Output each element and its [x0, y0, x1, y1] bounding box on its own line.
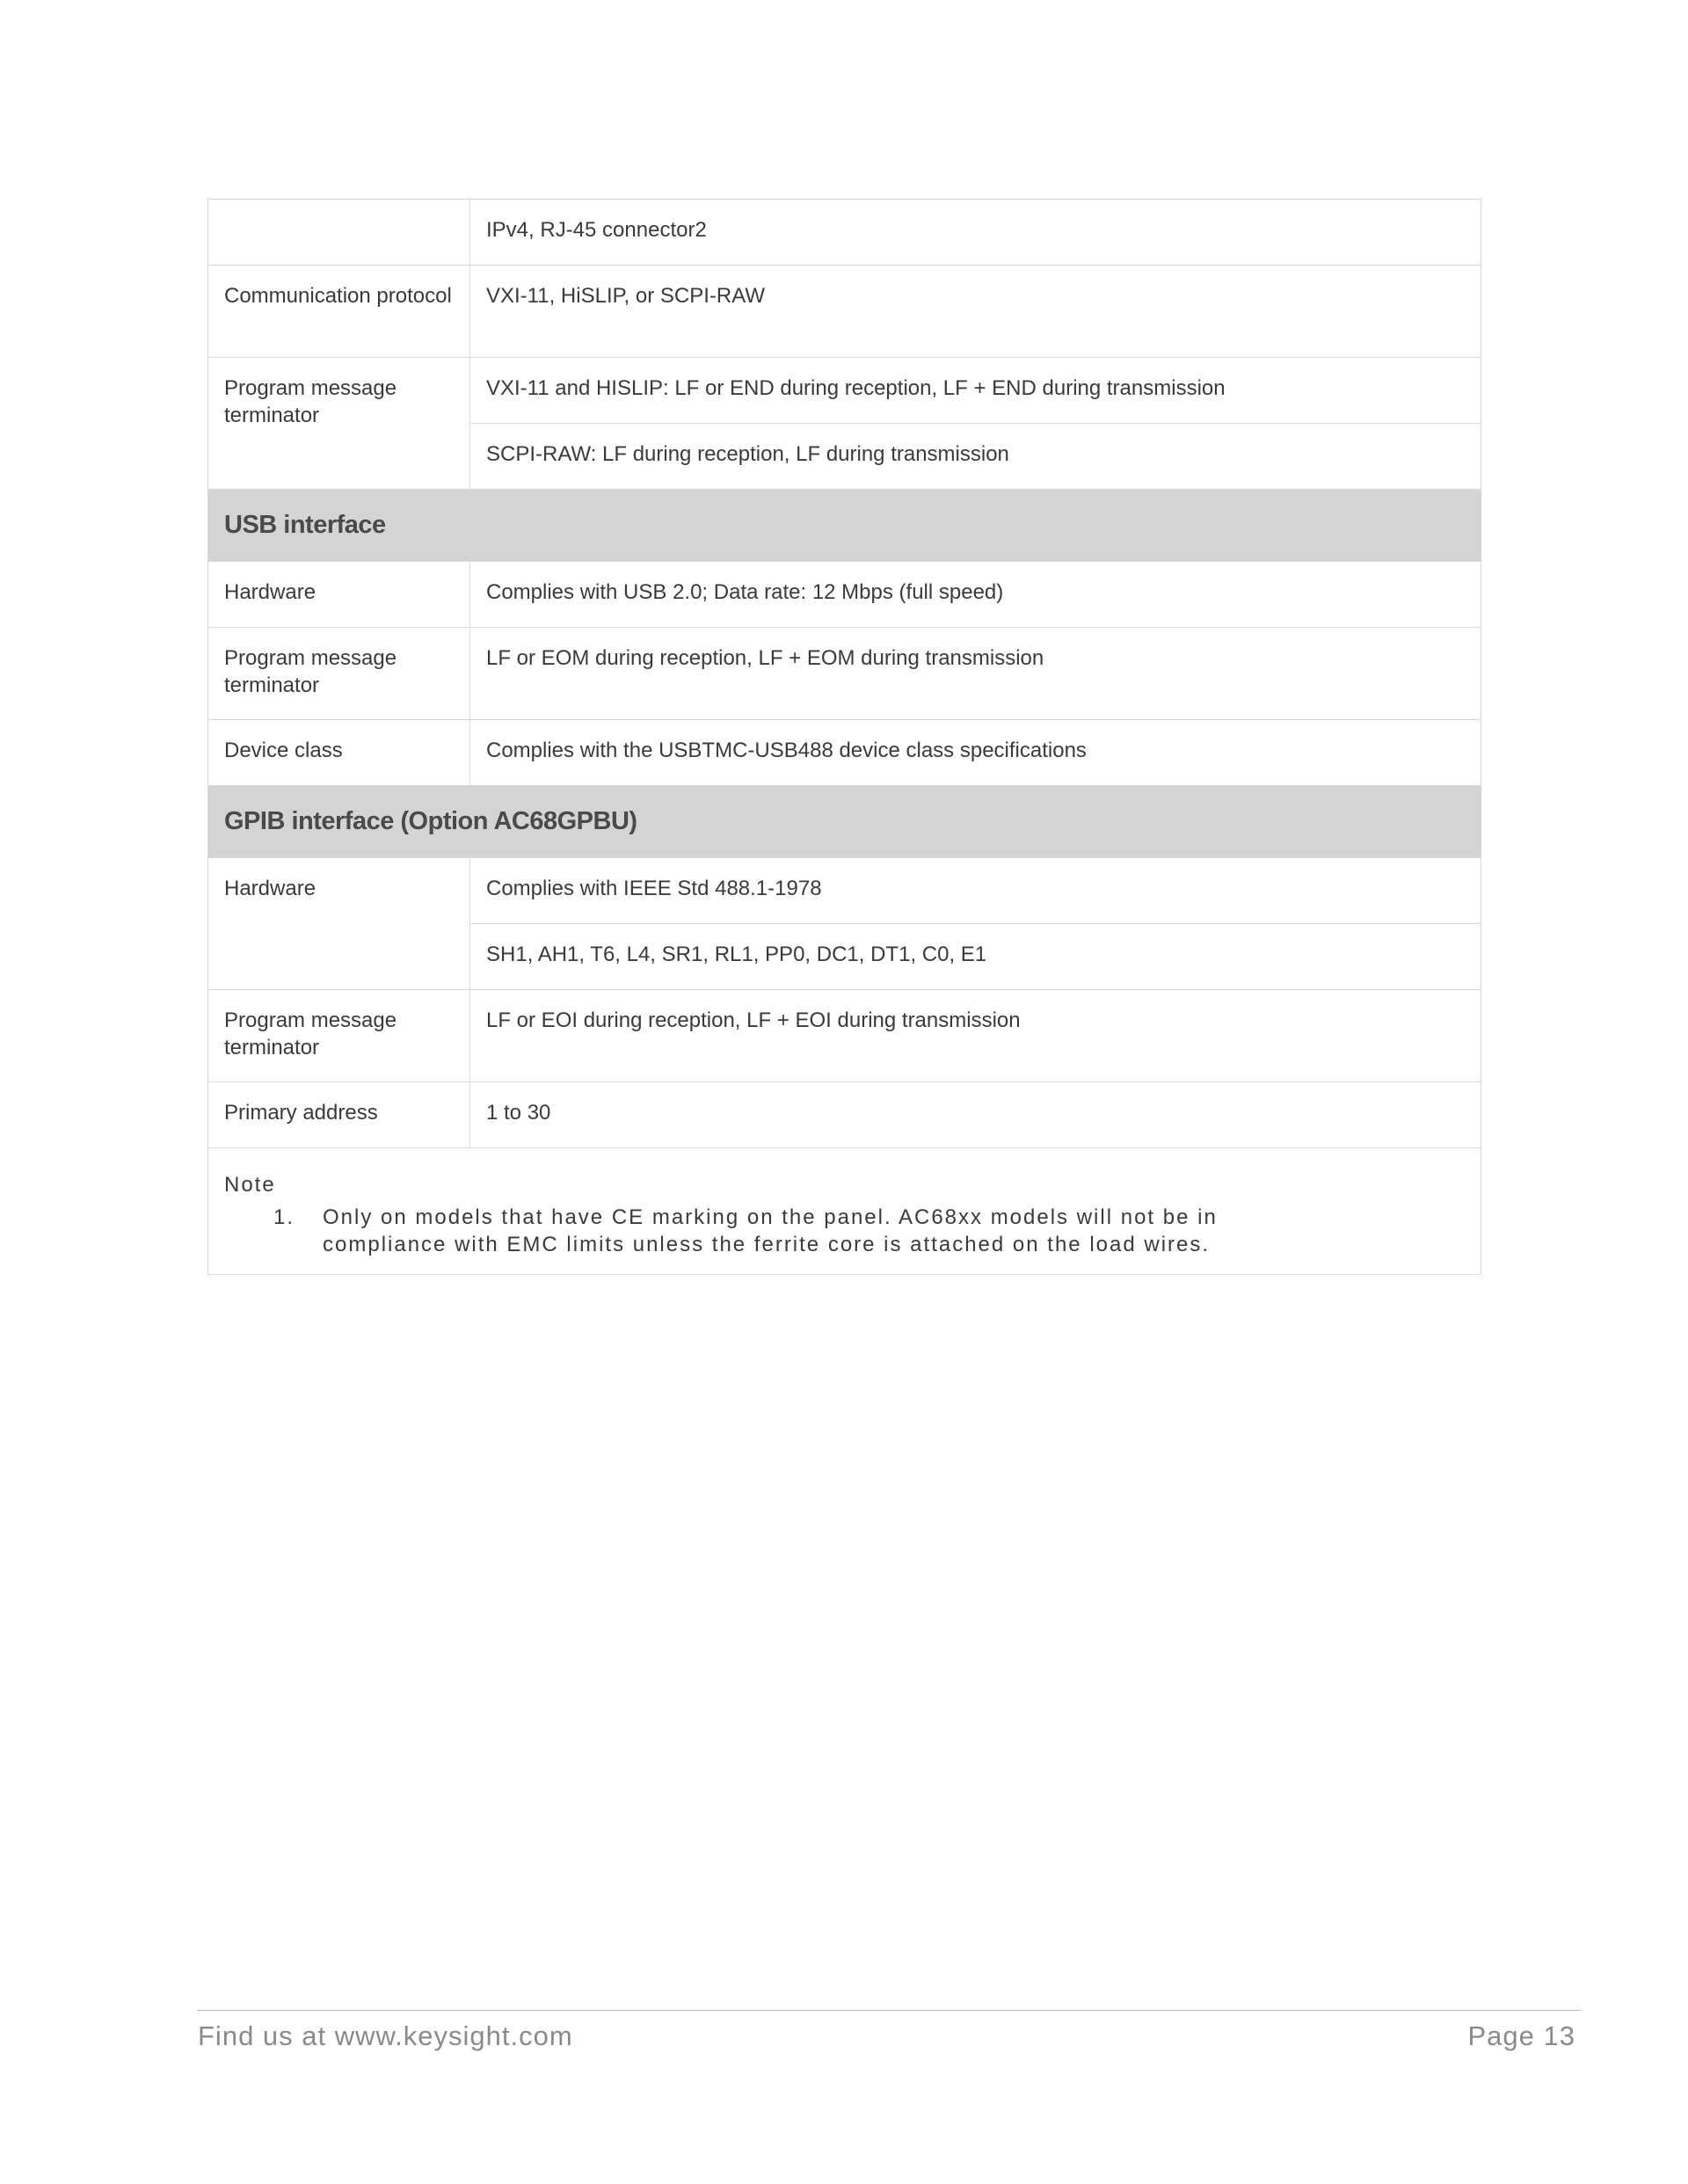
row-label: Communication protocol [208, 266, 470, 358]
row-value: Complies with the USBTMC-USB488 device class specifications [470, 720, 1481, 786]
section-header-gpib [208, 786, 1481, 858]
footer-divider [197, 2010, 1581, 2011]
section-title: GPIB interface (Option AC68GPBU) [208, 786, 1481, 858]
row-label: Program message terminator [208, 358, 470, 490]
row-label: Program message terminator [208, 628, 470, 720]
footer-website: Find us at www.keysight.com [198, 2020, 573, 2051]
note-text: Only on models that have CE marking on the panel. AC68xx models will not be in compliance with EMC limits unless the ferrite core is attached on the load wires. [323, 1205, 1218, 1256]
footer-page-number: Page 13 [1467, 2020, 1575, 2051]
row-value: VXI-11 and HISLIP: LF or END during reception, LF + END during transmission [470, 358, 1481, 424]
row-value: LF or EOI during reception, LF + EOI during transmission [470, 990, 1481, 1082]
row-value: 1 to 30 [470, 1082, 1481, 1148]
row-label: Hardware [208, 858, 470, 990]
row-value: VXI-11, HiSLIP, or SCPI-RAW [470, 266, 1481, 358]
table-row [208, 358, 1481, 424]
row-value: IPv4, RJ-45 connector2 [470, 200, 1481, 266]
row-value: Complies with USB 2.0; Data rate: 12 Mbps (full speed) [470, 562, 1481, 628]
row-value: SH1, AH1, T6, L4, SR1, RL1, PP0, DC1, DT1, C0, E1 [470, 924, 1481, 990]
table-row [208, 628, 1481, 720]
table-row [208, 858, 1481, 924]
table-row [208, 562, 1481, 628]
note-item [224, 1204, 1465, 1258]
note-number: 1. [273, 1205, 295, 1229]
table-row [208, 990, 1481, 1082]
section-header-usb [208, 490, 1481, 562]
note-row [208, 1148, 1481, 1275]
row-value: LF or EOM during reception, LF + EOM during transmission [470, 628, 1481, 720]
row-label: Device class [208, 720, 470, 786]
row-value: SCPI-RAW: LF during reception, LF during transmission [470, 424, 1481, 490]
note-title: Note [224, 1173, 276, 1197]
table-row [208, 200, 1481, 266]
note-cell [208, 1148, 1481, 1275]
row-label [208, 200, 470, 266]
section-title: USB interface [208, 490, 1481, 562]
row-label: Hardware [208, 562, 470, 628]
table-row [208, 720, 1481, 786]
table-row [208, 266, 1481, 358]
row-value: Complies with IEEE Std 488.1-1978 [470, 858, 1481, 924]
specifications-table [207, 199, 1481, 1275]
row-label: Primary address [208, 1082, 470, 1148]
table-row [208, 1082, 1481, 1148]
row-label: Program message terminator [208, 990, 470, 1082]
